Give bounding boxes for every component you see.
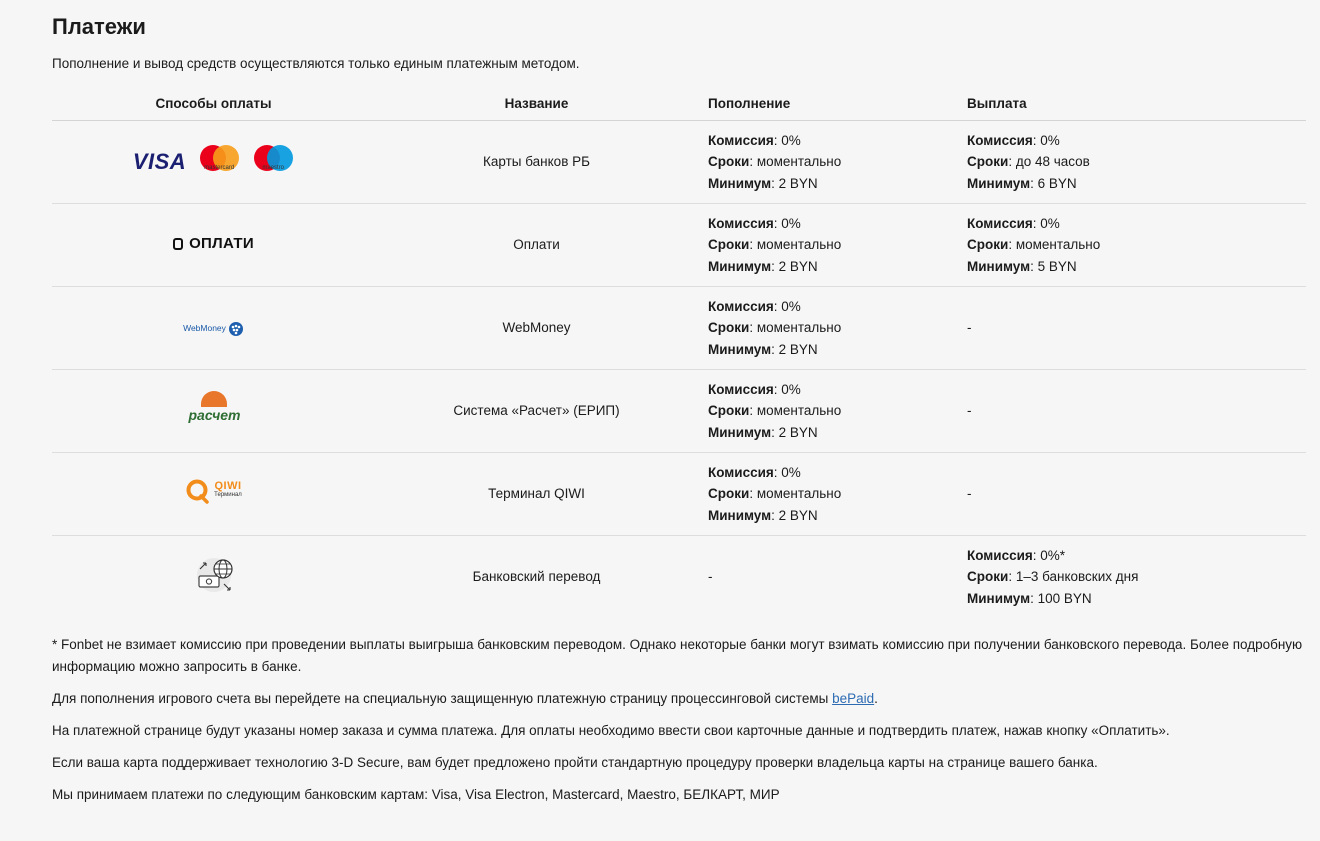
table-header-row (52, 86, 1306, 121)
table-row (52, 121, 1306, 204)
bank-transfer-icon (186, 554, 242, 594)
webmoney-logo: WebMoney (183, 318, 244, 340)
visa-logo: VISA (132, 149, 187, 175)
page-title: Платежи (52, 14, 146, 39)
deposit-info: Комиссия: 0% Сроки: моментально Минимум: 2 BYN (708, 370, 967, 453)
secure-text: Если ваша карта поддерживает технологию 3-D Secure, вам будет предложено пройти стандартную процедуру проверки владельца карты на странице вашего банка. (52, 755, 1098, 770)
qiwi-logo: QIWI Терминал (185, 478, 242, 504)
payment-methods-table (52, 86, 1306, 618)
notes-section (52, 634, 1306, 806)
deposit-info: Комиссия: 0% Сроки: моментально Минимум: 2 BYN (708, 121, 967, 204)
withdraw-info: - (967, 370, 1306, 453)
withdraw-info: Комиссия: 0%* Сроки: 1–3 банковских дня Минимум: 100 BYN (967, 547, 1139, 606)
header-name: Название (375, 86, 698, 121)
method-name: Терминал QIWI (375, 453, 698, 536)
header-withdraw: Выплата (967, 86, 1306, 121)
globe-icon (228, 321, 244, 337)
method-logo-cell (52, 287, 375, 370)
method-logo-cell (52, 453, 375, 536)
maestro-logo: maestro (252, 145, 294, 179)
table-row (52, 370, 1306, 453)
redirect-text: Для пополнения игрового счета вы перейдете на специальную защищенную платежную страницу процессинговой системы bePaid. (52, 691, 878, 706)
qiwi-circle-icon (185, 478, 211, 504)
footnote-text: * Fonbet не взимает комиссию при проведении выплаты выигрыша банковским переводом. Однако некоторые банки могут взимать комиссию при получении банковского перевода. Более подробную информацию можно запросить в банке. (52, 637, 1303, 674)
bepaid-link[interactable]: bePaid (832, 691, 875, 706)
raschet-logo: расчет (189, 391, 239, 425)
intro-text: Пополнение и вывод средств осуществляются только единым платежным методом. (52, 56, 580, 71)
table-row (52, 453, 1306, 536)
method-logo-cell (52, 121, 375, 204)
method-name: WebMoney (375, 287, 698, 370)
withdraw-info: Комиссия: 0% Сроки: до 48 часов Минимум: 6 BYN (967, 121, 1306, 204)
deposit-info: Комиссия: 0% Сроки: моментально Минимум: 2 BYN (708, 204, 967, 287)
method-name: Система «Расчет» (ЕРИП) (375, 370, 698, 453)
oplati-logo: ОПЛАТИ (173, 233, 254, 255)
withdraw-info: Комиссия: 0% Сроки: моментально Минимум: 5 BYN (967, 204, 1306, 287)
deposit-info: - (708, 569, 713, 585)
payment-page-text: На платежной странице будут указаны номер заказа и сумма платежа. Для оплаты необходимо ввести свои карточные данные и подтвердить платеж, нажав кнопку «Оплатить». (52, 723, 1170, 738)
method-logo-cell (52, 204, 375, 287)
method-logo-cell (52, 536, 375, 619)
mastercard-logo: mastercard (198, 145, 240, 179)
method-logo-cell (52, 370, 375, 453)
method-name: Карты банков РБ (375, 121, 698, 204)
table-row (52, 204, 1306, 287)
deposit-info: Комиссия: 0% Сроки: моментально Минимум: 2 BYN (708, 287, 967, 370)
withdraw-info: - (967, 453, 1306, 536)
table-row (52, 536, 1306, 619)
header-method: Способы оплаты (52, 86, 375, 121)
table-row (52, 287, 1306, 370)
deposit-info: Комиссия: 0% Сроки: моментально Минимум: 2 BYN (708, 453, 967, 536)
withdraw-info: - (967, 287, 1306, 370)
method-name: Оплати (375, 204, 698, 287)
cards-text: Мы принимаем платежи по следующим банковским картам: Visa, Visa Electron, Mastercard, Maestro, БЕЛКАРТ, МИР (52, 787, 780, 802)
header-deposit: Пополнение (708, 86, 967, 121)
method-name: Банковский перевод (472, 569, 601, 585)
